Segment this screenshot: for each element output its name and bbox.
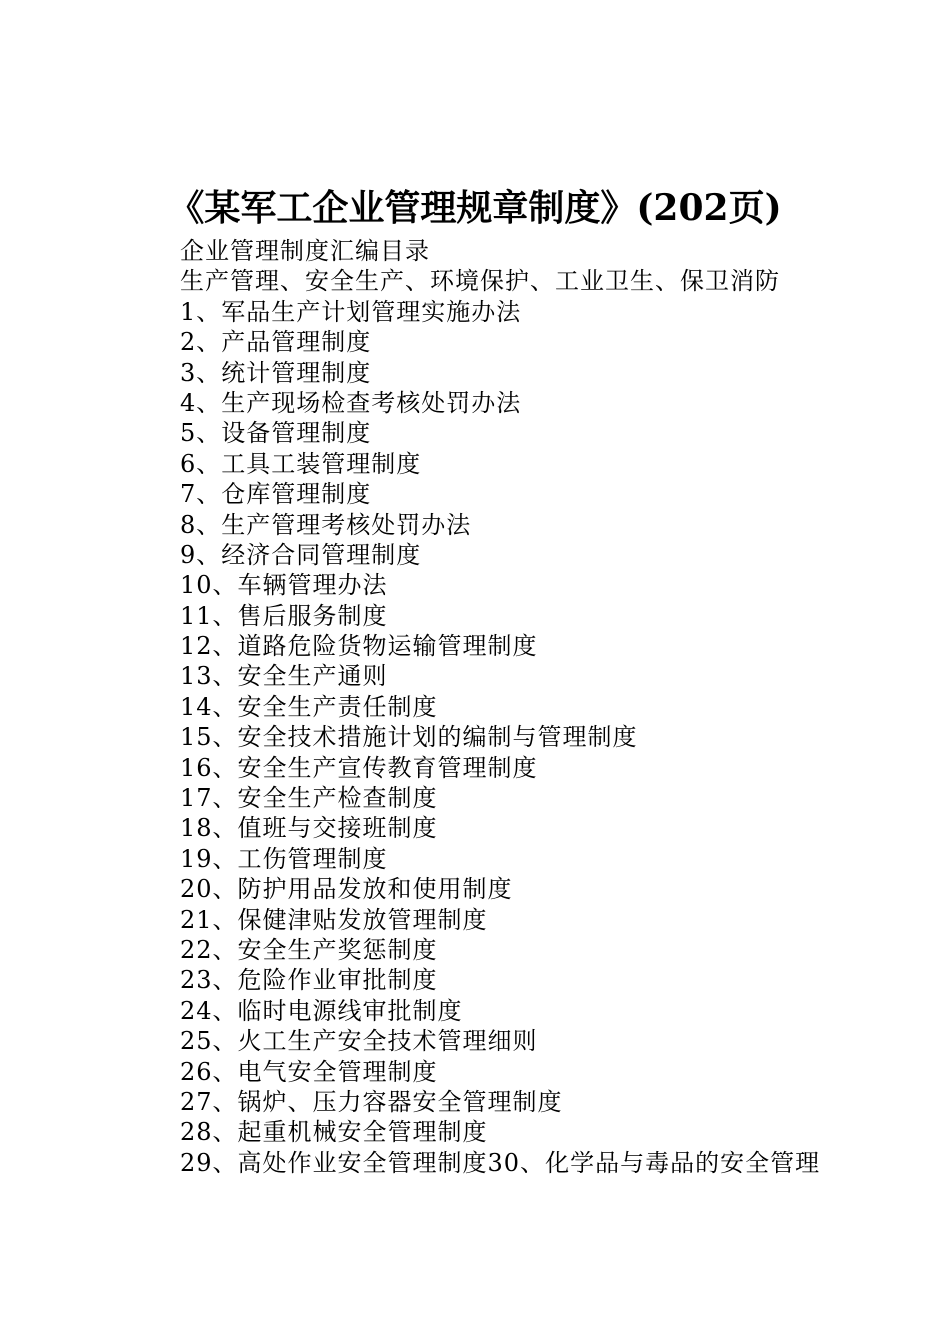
toc-item: 27、锅炉、压力容器安全管理制度: [180, 1087, 563, 1116]
toc-section-title: 生产管理、安全生产、环境保护、工业卫生、保卫消防: [180, 267, 780, 296]
toc-item: 14、安全生产责任制度: [180, 692, 438, 721]
toc-item: 20、防护用品发放和使用制度: [180, 875, 513, 904]
toc-item: 1、军品生产计划管理实施办法: [180, 297, 522, 326]
toc-item: 2、产品管理制度: [180, 328, 372, 357]
toc-item: 15、安全技术措施计划的编制与管理制度: [180, 723, 638, 752]
toc-item: 22、安全生产奖惩制度: [180, 935, 438, 964]
toc-item: 3、统计管理制度: [180, 358, 372, 387]
toc-item: 29、高处作业安全管理制度30、化学品与毒品的安全管理: [180, 1148, 821, 1177]
document-title: 《某军工企业管理规章制度》(202页): [168, 187, 782, 229]
toc-item: 12、道路危险货物运输管理制度: [180, 632, 538, 661]
toc-item: 28、起重机械安全管理制度: [180, 1118, 488, 1147]
toc-item: 24、临时电源线审批制度: [180, 996, 463, 1025]
toc-item: 5、设备管理制度: [180, 419, 372, 448]
toc-item: 23、危险作业审批制度: [180, 966, 438, 995]
toc-item: 26、电气安全管理制度: [180, 1057, 438, 1086]
toc-item: 6、工具工装管理制度: [180, 449, 422, 478]
toc-item: 13、安全生产通则: [180, 662, 388, 691]
toc-item: 9、经济合同管理制度: [180, 540, 422, 569]
table-of-contents: [180, 236, 920, 1178]
toc-heading: 企业管理制度汇编目录: [180, 237, 430, 265]
toc-item: 7、仓库管理制度: [180, 480, 372, 509]
toc-item: 19、工伤管理制度: [180, 844, 388, 873]
toc-item: 11、售后服务制度: [180, 601, 388, 630]
toc-item: 16、安全生产宣传教育管理制度: [180, 753, 538, 782]
toc-item: 10、车辆管理办法: [180, 571, 388, 600]
toc-item: 21、保健津贴发放管理制度: [180, 905, 488, 934]
toc-item: 17、安全生产检查制度: [180, 784, 438, 813]
toc-item: 4、生产现场检查考核处罚办法: [180, 388, 522, 417]
toc-item: 25、火工生产安全技术管理细则: [180, 1027, 538, 1056]
toc-item: 18、值班与交接班制度: [180, 814, 438, 843]
toc-item: 8、生产管理考核处罚办法: [180, 510, 472, 539]
